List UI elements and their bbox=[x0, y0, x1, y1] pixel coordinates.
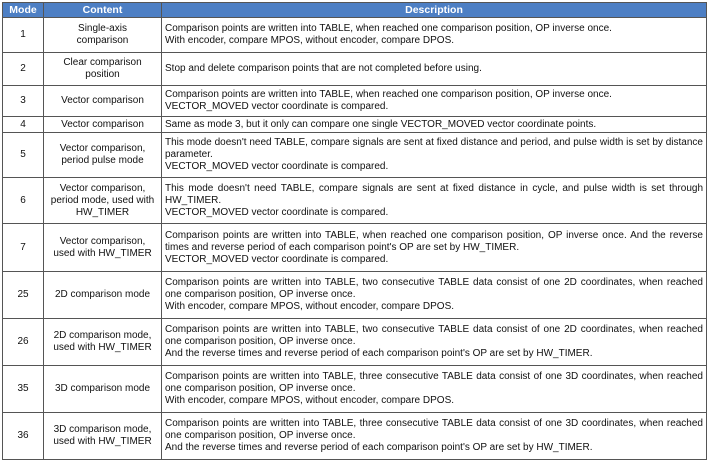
mode-table-wrapper bbox=[2, 2, 707, 460]
mode-cell: 26 bbox=[3, 319, 44, 366]
description-cell: This mode doesn't need TABLE, compare signals are sent at fixed distance and period, and pulse width is set by distance parameter. VECTOR_MOVED vector coordinate is compared. bbox=[162, 133, 707, 178]
table-row bbox=[3, 18, 707, 53]
table-row bbox=[3, 178, 707, 224]
header-row bbox=[3, 3, 707, 18]
mode-cell: 35 bbox=[3, 366, 44, 413]
content-cell: Vector comparison, used with HW_TIMER bbox=[44, 224, 162, 272]
header-content: Content bbox=[44, 3, 162, 18]
mode-cell: 3 bbox=[3, 86, 44, 117]
mode-cell: 5 bbox=[3, 133, 44, 178]
description-cell: Comparison points are written into TABLE, when reached one comparison position, OP inverse once. VECTOR_MOVED vector coordinate is compared. bbox=[162, 86, 707, 117]
content-cell: 3D comparison mode bbox=[44, 366, 162, 413]
comparison-mode-table bbox=[2, 2, 707, 460]
content-cell: 3D comparison mode, used with HW_TIMER bbox=[44, 413, 162, 460]
table-row bbox=[3, 413, 707, 460]
description-cell: Same as mode 3, but it only can compare one single VECTOR_MOVED vector coordinate points. bbox=[162, 117, 707, 133]
table-row bbox=[3, 53, 707, 86]
description-cell: Comparison points are written into TABLE, three consecutive TABLE data consist of one 3D coordinates, when reached one comparison position, OP inverse once. And the reverse times and reverse period of each comparison point's OP are set by HW_TIMER. bbox=[162, 413, 707, 460]
header-description: Description bbox=[162, 3, 707, 18]
description-cell: This mode doesn't need TABLE, compare signals are sent at fixed distance in cycle, and pulse width is set through HW_TIMER. VECTOR_MOVED vector coordinate is compared. bbox=[162, 178, 707, 224]
content-cell: 2D comparison mode bbox=[44, 272, 162, 319]
mode-cell: 4 bbox=[3, 117, 44, 133]
mode-cell: 36 bbox=[3, 413, 44, 460]
header-mode: Mode bbox=[3, 3, 44, 18]
content-cell: 2D comparison mode, used with HW_TIMER bbox=[44, 319, 162, 366]
mode-cell: 25 bbox=[3, 272, 44, 319]
content-cell: Vector comparison, period mode, used with HW_TIMER bbox=[44, 178, 162, 224]
content-cell: Vector comparison bbox=[44, 86, 162, 117]
mode-cell: 1 bbox=[3, 18, 44, 53]
description-cell: Comparison points are written into TABLE, when reached one comparison position, OP inverse once. With encoder, compare MPOS, without encoder, compare DPOS. bbox=[162, 18, 707, 53]
table-row bbox=[3, 366, 707, 413]
mode-cell: 7 bbox=[3, 224, 44, 272]
description-cell: Stop and delete comparison points that are not completed before using. bbox=[162, 53, 707, 86]
table-row bbox=[3, 133, 707, 178]
mode-cell: 6 bbox=[3, 178, 44, 224]
table-row bbox=[3, 86, 707, 117]
mode-cell: 2 bbox=[3, 53, 44, 86]
content-cell: Vector comparison, period pulse mode bbox=[44, 133, 162, 178]
description-cell: Comparison points are written into TABLE, two consecutive TABLE data consist of one 2D coordinates, when reached one comparison position, OP inverse once. With encoder, compare MPOS, without encoder, compare DPOS. bbox=[162, 272, 707, 319]
description-cell: Comparison points are written into TABLE, when reached one comparison position, OP inverse once. And the reverse times and reverse period of each comparison point's OP are set by HW_TIMER. VECTOR_MOVED vector coordinate is compared. bbox=[162, 224, 707, 272]
description-cell: Comparison points are written into TABLE, two consecutive TABLE data consist of one 2D coordinates, when reached one comparison position, OP inverse once. And the reverse times and reverse period of each comparison point's OP are set by HW_TIMER. bbox=[162, 319, 707, 366]
content-cell: Vector comparison bbox=[44, 117, 162, 133]
table-row bbox=[3, 117, 707, 133]
description-cell: Comparison points are written into TABLE, three consecutive TABLE data consist of one 3D coordinates, when reached one comparison position, OP inverse once. With encoder, compare MPOS, without encoder, compare DPOS. bbox=[162, 366, 707, 413]
content-cell: Clear comparison position bbox=[44, 53, 162, 86]
content-cell: Single-axis comparison bbox=[44, 18, 162, 53]
table-row bbox=[3, 319, 707, 366]
table-row bbox=[3, 272, 707, 319]
table-row bbox=[3, 224, 707, 272]
